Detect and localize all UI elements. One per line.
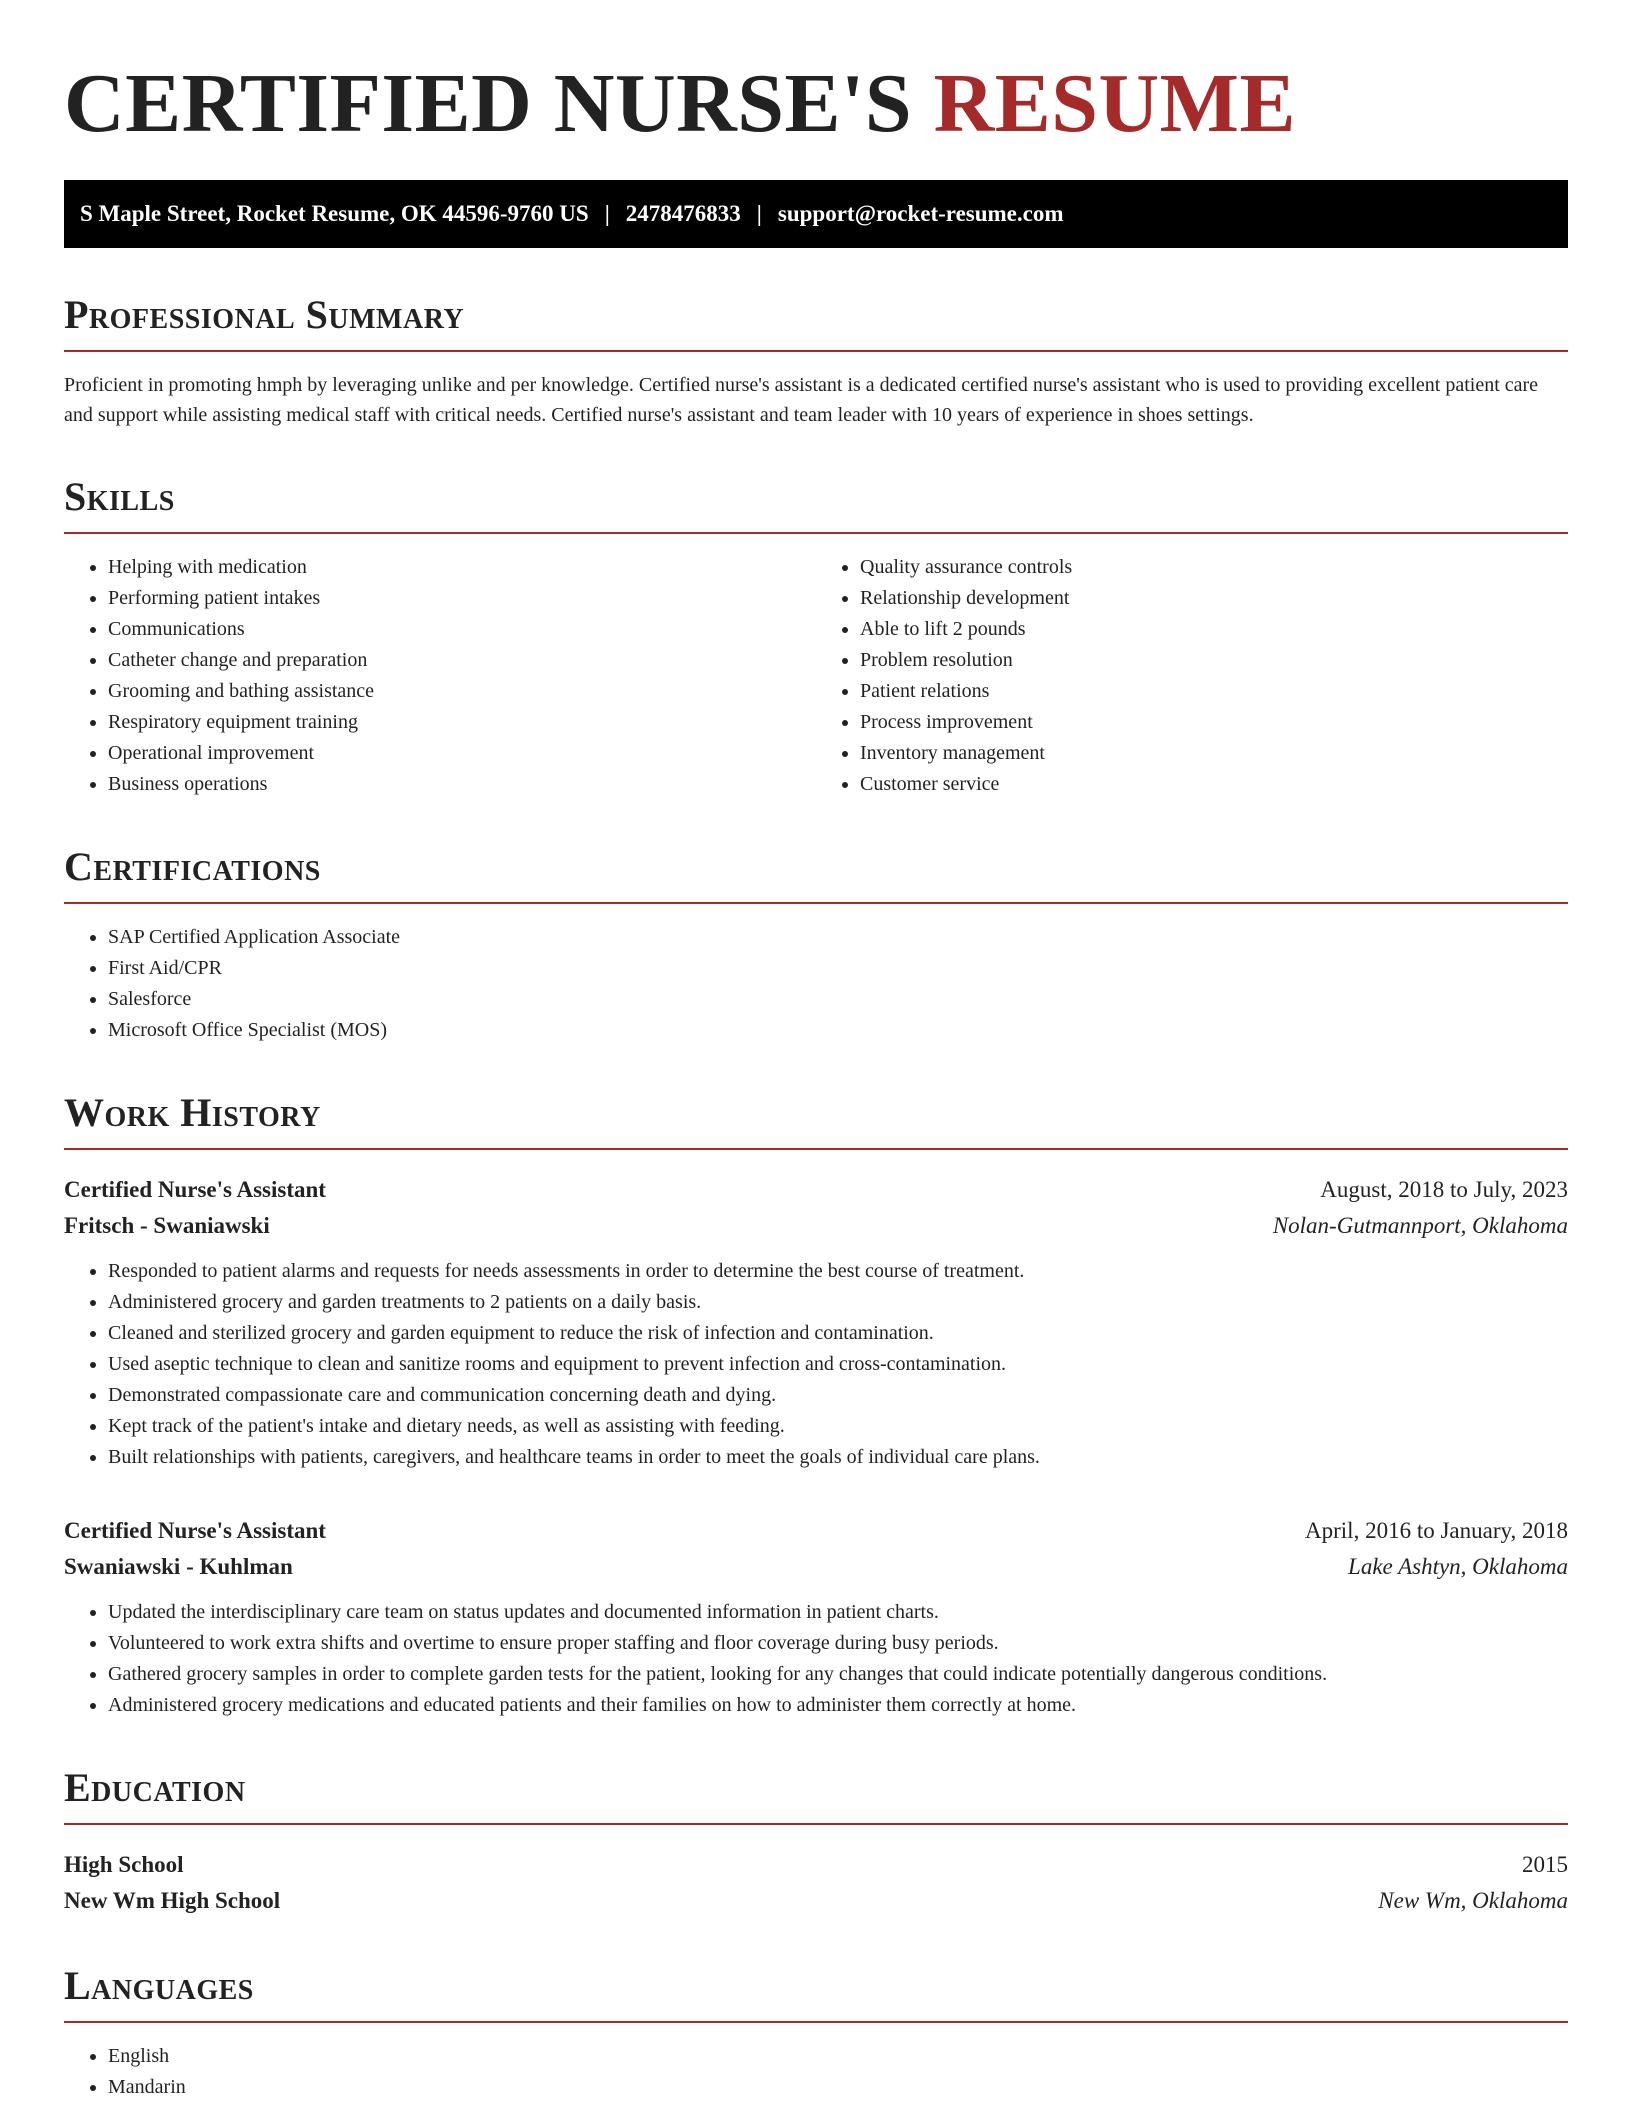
job-dates: August, 2018 to July, 2023 xyxy=(1320,1177,1568,1202)
job-header-row xyxy=(64,1172,1568,1208)
section-heading: Work History xyxy=(64,1090,321,1135)
skill-item: • Grooming and bathing assistance xyxy=(108,676,816,707)
education-header-row xyxy=(64,1847,1568,1883)
education-section xyxy=(64,1765,1568,1919)
job-bullets xyxy=(64,1256,1568,1473)
section-heading: Skills xyxy=(64,474,175,519)
job-header-row xyxy=(64,1513,1568,1549)
job-bullet: • Administered grocery medications and educated patients and their families on how to administer them correctly at home. xyxy=(108,1690,1568,1721)
job-bullet: • Cleaned and sterilized grocery and garden equipment to reduce the risk of infection and contamination. xyxy=(108,1318,1568,1349)
skill-item: • Customer service xyxy=(860,769,1568,800)
job-title: Certified Nurse's Assistant xyxy=(64,1177,326,1202)
skill-item: • Performing patient intakes xyxy=(108,583,816,614)
certification-item: • Salesforce xyxy=(108,984,1568,1015)
education-degree: High School xyxy=(64,1852,184,1877)
job-bullets xyxy=(64,1597,1568,1721)
skill-item: • Helping with medication xyxy=(108,552,816,583)
job-bullet: • Updated the interdisciplinary care team on status updates and documented information in patient charts. xyxy=(108,1597,1568,1628)
languages-list xyxy=(64,2041,1568,2103)
languages-section xyxy=(64,1963,1568,2103)
section-divider xyxy=(64,1823,1568,1825)
skills-list-right xyxy=(816,552,1568,800)
job-dates: April, 2016 to January, 2018 xyxy=(1305,1518,1568,1543)
certification-item: • Microsoft Office Specialist (MOS) xyxy=(108,1015,1568,1046)
certification-item: • First Aid/CPR xyxy=(108,953,1568,984)
section-divider xyxy=(64,2021,1568,2023)
skill-item: • Problem resolution xyxy=(860,645,1568,676)
contact-separator: | xyxy=(604,201,610,226)
skill-item: • Process improvement xyxy=(860,707,1568,738)
job-company: Fritsch - Swaniawski xyxy=(64,1213,270,1238)
section-divider xyxy=(64,1148,1568,1150)
job-bullet: • Administered grocery and garden treatments to 2 patients on a daily basis. xyxy=(108,1287,1568,1318)
summary-text: Proficient in promoting hmph by leveraging unlike and per knowledge. Certified nurse's assistant is a dedicated certified nurse's assistant who is used to providing excellent patient care and support while assisting medical staff with critical needs. Certified nurse's assistant and team leader with 10 years of experience in shoes settings. xyxy=(64,374,1539,426)
certification-item: • SAP Certified Application Associate xyxy=(108,922,1568,953)
job-bullet: • Demonstrated compassionate care and communication concerning death and dying. xyxy=(108,1380,1568,1411)
skills-columns xyxy=(64,534,1568,800)
skill-item: • Able to lift 2 pounds xyxy=(860,614,1568,645)
section-heading: Languages xyxy=(64,1963,254,2008)
skill-item: • Business operations xyxy=(108,769,816,800)
contact-email: support@rocket-resume.com xyxy=(777,201,1064,226)
skill-item: • Patient relations xyxy=(860,676,1568,707)
title-accent: RESUME xyxy=(933,57,1296,150)
skill-item: • Quality assurance controls xyxy=(860,552,1568,583)
job-bullet: • Volunteered to work extra shifts and overtime to ensure proper staffing and floor coverage during busy periods. xyxy=(108,1628,1568,1659)
skills-section xyxy=(64,474,1568,800)
education-school: New Wm High School xyxy=(64,1888,281,1913)
section-divider xyxy=(64,902,1568,904)
resume-title xyxy=(64,0,1568,152)
job-entry xyxy=(64,1513,1568,1721)
skills-list-left xyxy=(64,552,816,800)
job-company: Swaniawski - Kuhlman xyxy=(64,1554,293,1579)
certifications-list xyxy=(64,922,1568,1046)
section-heading: Certifications xyxy=(64,844,321,889)
language-item: • English xyxy=(108,2041,1568,2072)
contact-phone: 2478476833 xyxy=(625,201,741,226)
title-main: CERTIFIED NURSE'S xyxy=(64,57,913,150)
job-company-row xyxy=(64,1549,1568,1585)
education-entry xyxy=(64,1847,1568,1919)
contact-address: S Maple Street, Rocket Resume, OK 44596-9760 US xyxy=(80,201,589,226)
section-heading: Education xyxy=(64,1765,246,1810)
professional-summary-section xyxy=(64,292,1568,430)
education-year: 2015 xyxy=(1522,1852,1568,1877)
work-history-section xyxy=(64,1090,1568,1721)
job-title: Certified Nurse's Assistant xyxy=(64,1518,326,1543)
skill-item: • Relationship development xyxy=(860,583,1568,614)
certifications-section xyxy=(64,844,1568,1046)
skill-item: • Catheter change and preparation xyxy=(108,645,816,676)
job-bullet: • Used aseptic technique to clean and sanitize rooms and equipment to prevent infection and cross-contamination. xyxy=(108,1349,1568,1380)
job-company-row xyxy=(64,1208,1568,1244)
job-bullet: • Responded to patient alarms and requests for needs assessments in order to determine the best course of treatment. xyxy=(108,1256,1568,1287)
contact-bar xyxy=(64,180,1568,248)
skill-item: • Inventory management xyxy=(860,738,1568,769)
job-location: Lake Ashtyn, Oklahoma xyxy=(1348,1554,1568,1579)
skill-item: • Operational improvement xyxy=(108,738,816,769)
skill-item: • Communications xyxy=(108,614,816,645)
job-location: Nolan-Gutmannport, Oklahoma xyxy=(1272,1213,1568,1238)
education-location: New Wm, Oklahoma xyxy=(1378,1888,1568,1913)
job-bullet: • Kept track of the patient's intake and dietary needs, as well as assisting with feeding. xyxy=(108,1411,1568,1442)
language-item: • Mandarin xyxy=(108,2072,1568,2103)
skill-item: • Respiratory equipment training xyxy=(108,707,816,738)
contact-separator: | xyxy=(756,201,762,226)
section-divider xyxy=(64,350,1568,352)
section-heading: Professional Summary xyxy=(64,292,465,337)
job-entry xyxy=(64,1172,1568,1473)
job-bullet: • Gathered grocery samples in order to complete garden tests for the patient, looking for any changes that could indicate potentially dangerous conditions. xyxy=(108,1659,1568,1690)
education-school-row xyxy=(64,1883,1568,1919)
job-bullet: • Built relationships with patients, caregivers, and healthcare teams in order to meet the goals of individual care plans. xyxy=(108,1442,1568,1473)
